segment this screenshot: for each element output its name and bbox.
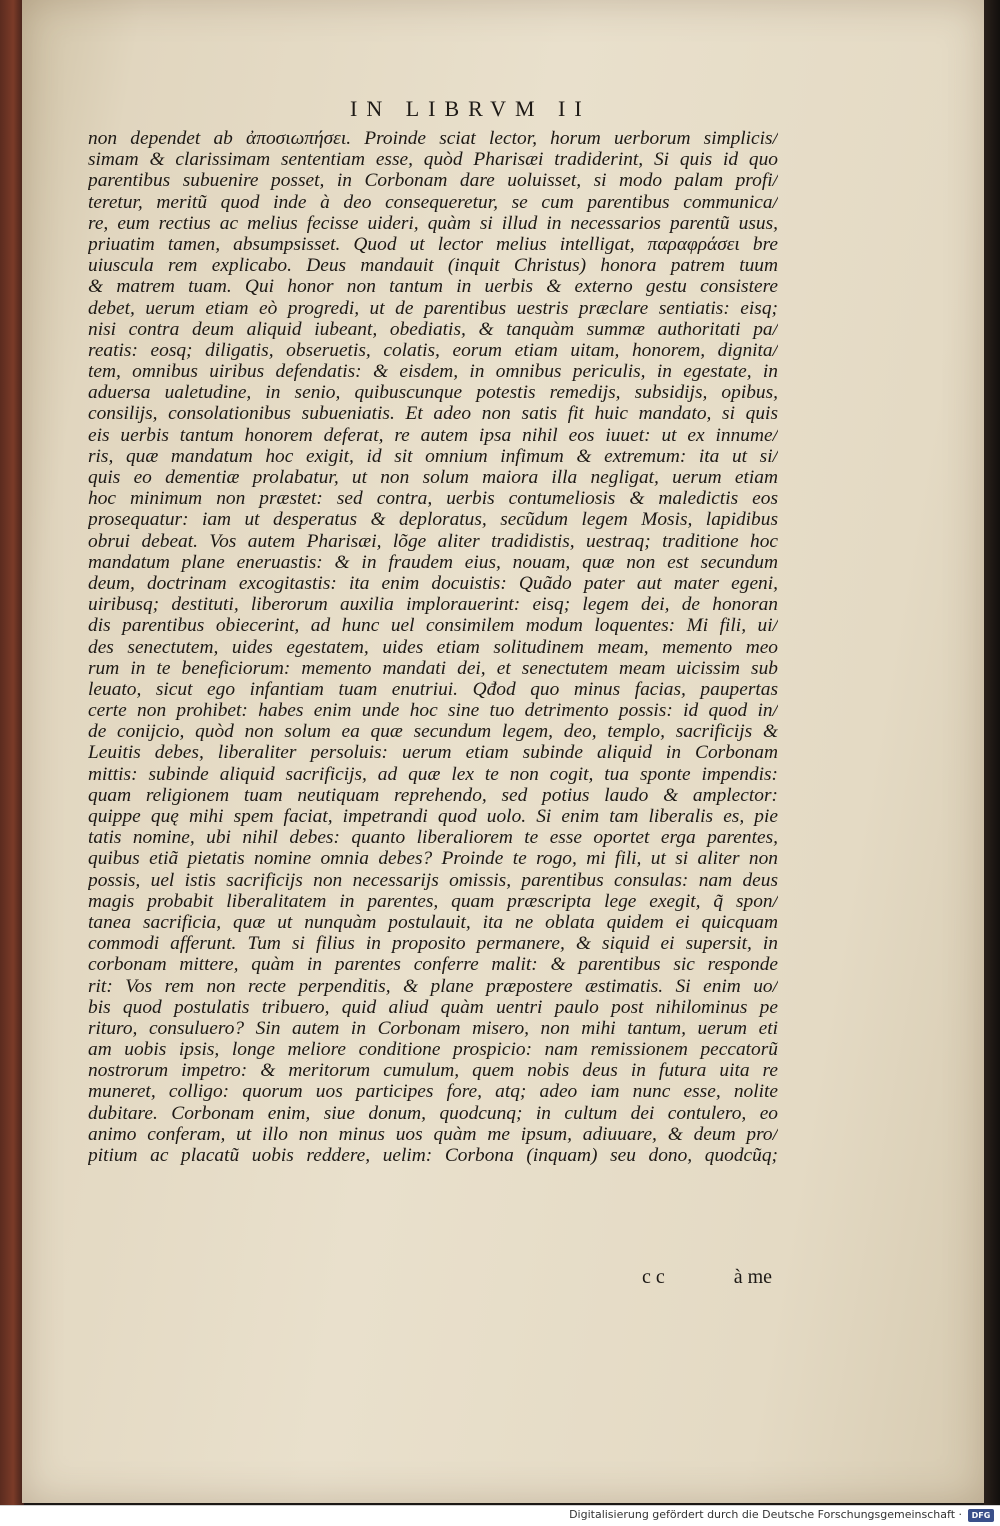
text-line: dis parentibus obiecerint, ad hunc uel consimilem modum loquentes: Mi fili, ui/ [88,615,778,637]
text-line: hoc minimum non præstet: sed contra, uerbis contumeliosis & maledictis eos [88,488,778,510]
text-line: quippe quę mihi spem faciat, impetrandi quod uolo. Si enim tam liberalis es, pie [88,806,778,827]
text-line: bis quod postulatis tribuero, quid aliud quàm uentri paulo post nihilominus pe [88,996,778,1018]
text-line: priuatim tamen, absumpsisset. Quod ut lector melius intelligat, παραφράσει bre [88,233,778,255]
text-line: am uobis ipsis, longe meliore conditione prospicio: nam remissionem peccatorũ [88,1039,778,1061]
text-line: magis probabit liberalitatem in parentes, quam præscripta lege exegit, q̃ spon/ [88,890,778,912]
dark-background-edge [984,0,1000,1505]
text-line: eis uerbis tantum honorem deferat, re autem ipsa nihil eos iuuet: ut ex innume/ [88,424,778,446]
text-line: debet, uerum etiam eò progredi, ut de parentibus uestris præclare sentiatis: eisq; [88,297,778,319]
text-line: deum, doctrinam excogitastis: ita enim docuistis: Quãdo pater aut mater egeni, [88,572,778,594]
text-line: pitium ac placatũ uobis reddere, uelim: Corbona (inquam) seu dono, quodcũq; [88,1145,778,1166]
text-line: leuato, sicut ego infantiam tuam enutriui. Qđod quo minus facias, paupertas [88,678,778,700]
text-line: animo conferam, ut illo non minus uos quàm me ipsum, adiuuare, & deum pro/ [88,1123,778,1145]
main-text-block [88,128,778,1290]
text-line: obrui debeat. Vos autem Pharisæi, lõge aliter tradidistis, uestraq; traditione hoc [88,530,778,552]
text-line: rit: Vos rem non recte perpenditis, & plane præpostere æstimatis. Si enim uo/ [88,975,778,997]
text-line: reatis: eosq; diligatis, obseruetis, colatis, eorum etiam uitam, honorem, dignita/ [88,339,778,361]
text-line: teretur, meritũ quod inde à deo consequeretur, se cum parentibus communica/ [88,191,778,213]
text-line: nisi contra deum aliquid iubeant, obediatis, & tanquàm summæ authoritati pa/ [88,318,778,340]
text-line: parentibus subuenire posset, in Corbonam dare uoluisset, si modo palam profi/ [88,170,778,192]
text-line: uiuscula rem explicabo. Deus mandauit (inquit Christus) honora patrem tuum [88,255,778,277]
text-line: corbonam mittere, quàm in parentes conferre malit: & parentibus sic responde [88,954,778,976]
text-line: simam & clarissimam sententiam esse, quòd Pharisæi tradiderint, Si quis id quo [88,149,778,171]
text-line: Leuitis debes, liberaliter persoluis: uerum etiam subinde aliquid in Corbonam [88,742,778,764]
book-cover-edge [0,0,24,1505]
text-line: consilijs, consolationibus subueniatis. Et adeo non satis fit huic mandato, si quis [88,403,778,425]
text-line: possis, uel istis sacrificijs non necessarijs omissis, parentibus consulas: nam deus [88,869,778,891]
text-line: rituro, consuluero? Sin autem in Corbonam misero, non mihi tantum, uerum eti [88,1017,778,1039]
text-line: prosequatur: iam ut desperatus & deploratus, secũdum legem Mosis, lapidibus [88,509,778,531]
dfg-logo-text: DFG [971,1511,991,1520]
text-line: tem, omnibus uiribus defendatis: & eisdem, in omnibus periculis, in egestate, in [88,361,778,383]
catchword-line [642,1266,772,1292]
digitization-footer [0,1505,1000,1526]
text-line: muneret, colligo: quorum uos participes fore, atq; adeo iam nunc esse, nolite [88,1081,778,1103]
text-line: dubitare. Corbonam enim, siue donum, quodcunq; in cultum dei contulero, eo [88,1102,778,1124]
text-line: uiribusq; destituti, liberorum auxilia implorauerint: eisq; legem dei, de honoran [88,594,778,616]
text-line: certe non prohibet: habes enim unde hoc sine tuo detrimento possis: id quod in/ [88,700,778,722]
text-line: ris, quæ mandatum hoc exigit, id sit omnium infimum & extremum: ita ut si/ [88,445,778,467]
text-line: rum in te beneficiorum: memento mandati dei, et senectutem meam uicissim sub [88,657,778,679]
text-line: quis eo dementiæ prolabatur, ut non solum maiora illa negligat, uerum etiam [88,467,778,488]
text-line: quam religionem tuam neutiquam reprehendo, sed potius laudo & amplector: [88,784,778,806]
text-line: mandatum plane eneruastis: & in fraudem eius, nouam, quæ non est secundum [88,551,778,573]
running-head: IN LIBRVM II [350,96,591,121]
text-line: de conijcio, quòd non solum ea quæ secundum legem, deo, templo, sacrificijs & [88,721,778,743]
text-line: non dependet ab ἀποσιωπήσει. Proinde sciat lector, horum uerborum simplicis/ [88,128,778,149]
text-line: tatis nomine, ubi nihil debes: quanto liberaliorem te esse oportet erga parentes, [88,827,778,849]
text-line: tanea sacrificia, quæ ut nunquàm postulauit, ita ne oblata quidem ei quicquam [88,911,778,933]
text-line: mittis: subinde aliquid sacrificijs, ad quæ lex te non cogit, tua sponte impendis: [88,763,778,785]
funding-notice: Digitalisierung gefördert durch die Deutsche Forschungsgemeinschaft · [569,1508,962,1521]
dfg-logo [968,1509,994,1522]
text-line: commodi afferunt. Tum si filius in proposito permanere, & siquid ei supersit, in [88,933,778,955]
text-line: re, eum rectius ac melius fecisse uideri, quàm si illud in necessarios parentũ usus, [88,212,778,234]
text-line: & matrem tuam. Qui honor non tantum in uerbis & externo gestu consistere [88,276,778,298]
catchword: à me [733,1266,772,1288]
text-line: nostrorum impetro: & meritorum cumulum, quem nobis deus in futura uita re [88,1060,778,1082]
signature-mark: c c [642,1266,665,1288]
text-line: aduersa ualetudine, in senio, quibuscunque potestis remedijs, subsidijs, opibus, [88,382,778,404]
text-line: quibus etiã pietatis nomine omnia debes? Proinde te rogo, mi fili, ut si aliter non [88,848,778,870]
text-line: des senectutem, uides egestatem, uides etiam solitudinem meam, memento meo [88,636,778,658]
